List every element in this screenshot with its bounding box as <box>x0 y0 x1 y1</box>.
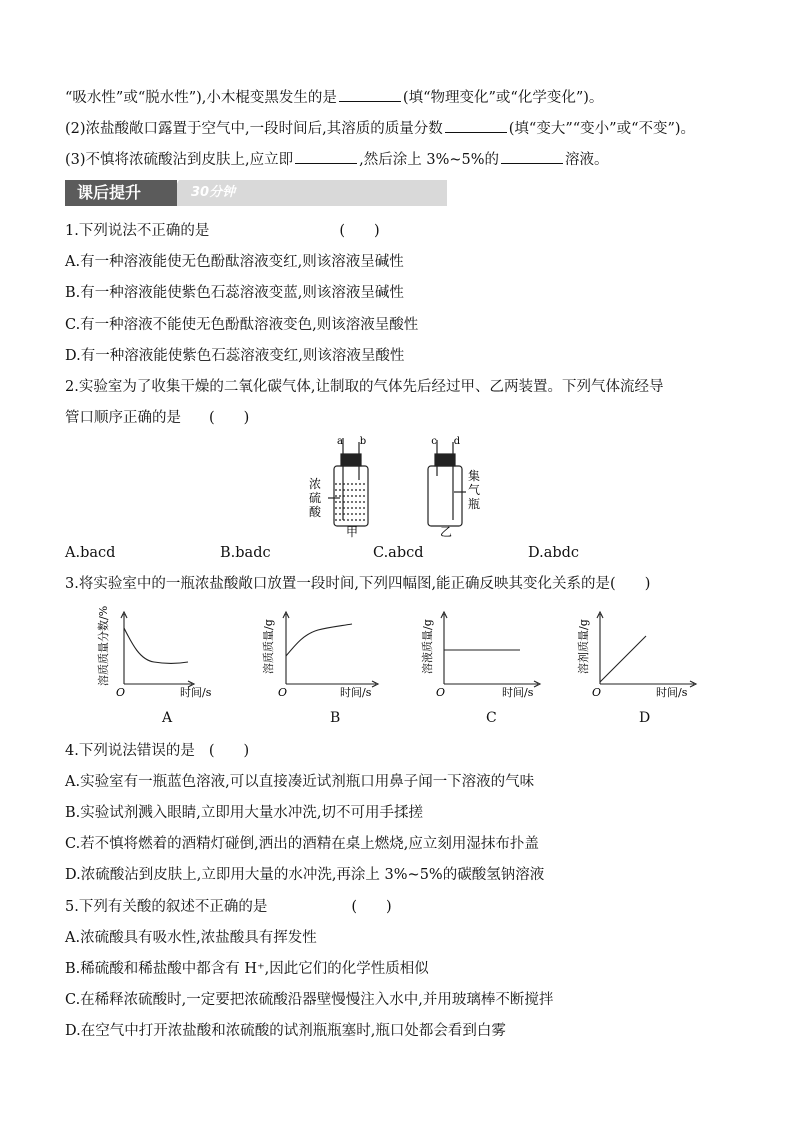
q1-option-c: C.有一种溶液不能使无色酚酞溶液变色,则该溶液呈酸性 <box>65 317 419 333</box>
q2-option-d: D.abdc <box>528 545 580 561</box>
graph-d <box>576 604 736 700</box>
graph-b <box>260 604 420 700</box>
q2-option-b: B.badc <box>220 545 271 561</box>
section-banner <box>65 180 447 206</box>
graph-a-origin: O <box>116 686 126 699</box>
q4-option-d: D.浓硫酸沾到皮肤上,立即用大量的水冲洗,再涂上 3%~5%的碳酸氢钠溶液 <box>65 867 545 883</box>
q4-option-b: B.实验试剂溅入眼睛,立即用大量水冲洗,切不可用手揉搓 <box>65 805 423 821</box>
graph-c <box>420 604 580 700</box>
fill-text: (3)不慎将浓硫酸沾到皮肤上,应立即 <box>65 152 294 168</box>
q2-stem-1: 2.实验室为了收集干燥的二氧化碳气体,让制取的气体先后经过甲、乙两装置。下列气体流经导 <box>65 379 664 395</box>
graph-d-letter: D <box>639 710 651 726</box>
graph-c-letter: C <box>486 710 497 726</box>
answer-blank[interactable] <box>501 149 563 164</box>
graph-d-origin: O <box>592 686 602 699</box>
graph-a <box>96 604 256 700</box>
answer-paren[interactable]: ( ) <box>209 410 250 426</box>
q4-option-c: C.若不慎将燃着的酒精灯碰倒,洒出的酒精在桌上燃烧,应立刻用湿抹布扑盖 <box>65 836 539 852</box>
q5-option-c: C.在稀释浓硫酸时,一定要把浓硫酸沿器壁慢慢注入水中,并用玻璃棒不断搅拌 <box>65 992 554 1008</box>
answer-paren[interactable]: ( ) <box>351 899 392 915</box>
fill-text: (填“变大”“变小”或“不变”)。 <box>508 121 696 137</box>
q1-option-b: B.有一种溶液能使紫色石蕊溶液变蓝,则该溶液呈碱性 <box>65 285 404 301</box>
graph-b-xlabel: 时间/s <box>340 686 372 699</box>
graph-c-origin: O <box>436 686 446 699</box>
apparatus-figure <box>300 432 500 538</box>
q2-option-c: C.abcd <box>373 545 424 561</box>
q2-stem-2 <box>65 408 249 428</box>
port-c-label: c <box>431 436 437 447</box>
fill-text: (2)浓盐酸敞口露置于空气中,一段时间后,其溶质的质量分数 <box>65 121 443 137</box>
answer-paren[interactable]: ( ) <box>208 743 250 759</box>
label-jia: 甲 <box>346 525 359 538</box>
graph-b-letter: B <box>330 710 341 726</box>
washing-bottle-jia <box>328 438 368 526</box>
q1-option-a: A.有一种溶液能使无色酚酞溶液变红,则该溶液呈碱性 <box>65 254 404 270</box>
conc-acid-label-1: 浓 <box>309 477 322 491</box>
port-b-label: b <box>359 436 367 447</box>
q5-option-b: B.稀硫酸和稀盐酸中都含有 H⁺,因此它们的化学性质相似 <box>65 961 429 977</box>
port-d-label: d <box>453 436 461 447</box>
curve-a <box>124 628 188 664</box>
conc-acid-label-2: 硫 <box>309 491 322 505</box>
gas-collecting-bottle-yi <box>428 440 466 526</box>
q5-option-d: D.在空气中打开浓盐酸和浓硫酸的试剂瓶瓶塞时,瓶口处都会看到白雾 <box>65 1023 506 1039</box>
gas-bottle-label-3: 瓶 <box>468 497 481 511</box>
port-a-label: a <box>337 436 343 447</box>
graph-d-xlabel: 时间/s <box>656 686 688 699</box>
conc-acid-label-3: 酸 <box>309 505 322 519</box>
q5-stem-text: 5.下列有关酸的叙述不正确的是 <box>65 899 268 915</box>
q1-option-d: D.有一种溶液能使紫色石蕊溶液变红,则该溶液呈酸性 <box>65 348 405 364</box>
q1-stem <box>65 221 380 241</box>
q5-stem <box>65 897 392 917</box>
q1-stem-text: 1.下列说法不正确的是 <box>65 223 210 239</box>
q4-stem-text: 4.下列说法错误的是 <box>65 743 195 759</box>
answer-blank[interactable] <box>445 118 507 133</box>
q2-stem-text: 管口顺序正确的是 <box>65 410 181 426</box>
fill-text: 溶液。 <box>565 152 609 168</box>
graph-b-ylabel: 溶质质量/g <box>262 619 275 674</box>
fill-text: “吸水性”或“脱水性”),小木棍变黑发生的是 <box>65 90 337 106</box>
curve-d <box>600 636 646 682</box>
q4-option-a: A.实验室有一瓶蓝色溶液,可以直接凑近试剂瓶口用鼻子闻一下溶液的气味 <box>65 774 535 790</box>
curve-b <box>286 624 352 656</box>
fill-text: ,然后涂上 3%~5%的 <box>359 152 500 168</box>
q4-stem <box>65 741 249 761</box>
graph-c-xlabel: 时间/s <box>502 686 534 699</box>
gas-bottle-label-2: 气 <box>468 483 481 497</box>
fill-line-1 <box>65 87 603 108</box>
gas-bottle-label-1: 集 <box>468 469 481 483</box>
answer-paren[interactable]: ( ) <box>339 223 380 239</box>
label-yi: 乙 <box>440 525 453 538</box>
graph-d-ylabel: 溶剂质量/g <box>577 619 590 674</box>
graph-a-letter: A <box>162 710 173 726</box>
graph-a-xlabel: 时间/s <box>180 686 212 699</box>
fill-line-3 <box>65 149 609 170</box>
fill-line-2 <box>65 118 695 139</box>
banner-title: 课后提升 <box>65 180 177 206</box>
answer-blank[interactable] <box>339 87 401 102</box>
q2-option-a: A.bacd <box>65 545 116 561</box>
answer-blank[interactable] <box>295 149 357 164</box>
fill-text: (填“物理变化”或“化学变化”)。 <box>402 90 604 106</box>
graph-a-ylabel: 溶质质量分数/% <box>97 605 110 686</box>
graph-b-origin: O <box>278 686 288 699</box>
q5-option-a: A.浓硫酸具有吸水性,浓盐酸具有挥发性 <box>65 930 317 946</box>
q3-stem: 3.将实验室中的一瓶浓盐酸敞口放置一段时间,下列四幅图,能正确反映其变化关系的是( ) <box>65 576 651 592</box>
banner-time: 30分钟 <box>191 185 236 200</box>
graph-c-ylabel: 溶液质量/g <box>421 619 434 674</box>
